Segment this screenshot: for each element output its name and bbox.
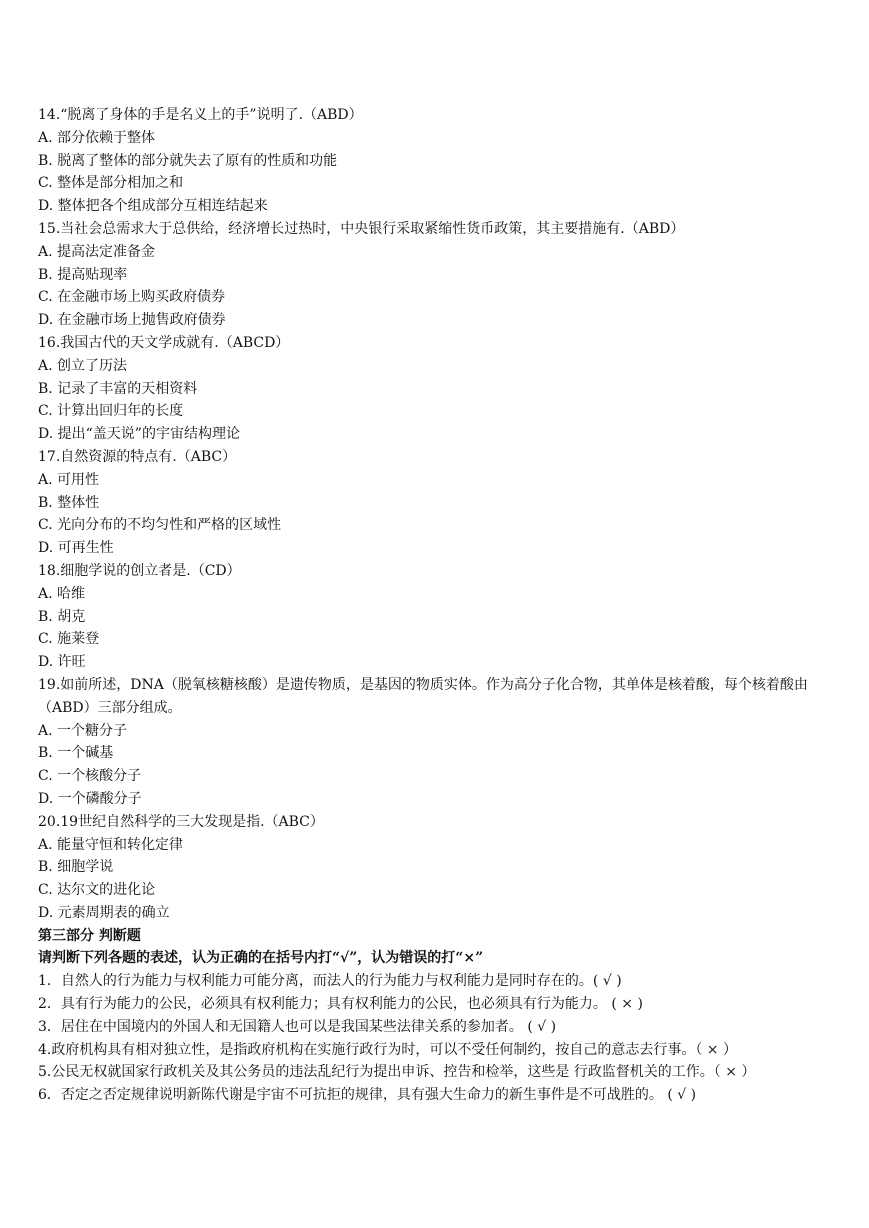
option-d: D. 在金融市场上抛售政府债券 <box>38 312 226 329</box>
option-a: A. 部分依赖于整体 <box>38 129 156 146</box>
option-d: D. 可再生性 <box>38 540 114 557</box>
option-b: B. 细胞学说 <box>38 859 114 876</box>
option-d: D. 一个磷酸分子 <box>38 790 142 807</box>
question-stem: 19.如前所述，DNA（脱氧核糖核酸）是遗传物质，是基因的物质实体。作为高分子化合物，其单体是核着酸，每个核着酸由（ABD）三部分组成。 <box>38 676 808 716</box>
option-b: B. 整体性 <box>38 494 100 511</box>
document-page <box>38 104 846 1107</box>
judgment-item: 6．否定之否定规律说明新陈代谢是宇宙不可抗拒的规律，具有强大生命力的新生事件是不可战胜的。 ( √ ) <box>38 1087 697 1104</box>
question-18 <box>38 560 846 674</box>
question-17 <box>38 446 846 560</box>
question-16 <box>38 332 846 446</box>
option-d: D. 元素周期表的确立 <box>38 904 170 921</box>
option-b: B. 胡克 <box>38 608 86 625</box>
option-d: D. 许旺 <box>38 654 86 671</box>
option-a: A. 创立了历法 <box>38 357 128 374</box>
option-b: B. 一个碱基 <box>38 745 114 762</box>
option-b: B. 脱离了整体的部分就失去了原有的性质和功能 <box>38 152 338 169</box>
question-14 <box>38 104 846 218</box>
option-a: A. 可用性 <box>38 471 100 488</box>
option-c: C. 在金融市场上购买政府债券 <box>38 289 226 306</box>
judgment-item: 2．具有行为能力的公民，必须具有权利能力；具有权利能力的公民，也必须具有行为能力。 ( × ) <box>38 996 643 1013</box>
option-a: A. 提高法定准备金 <box>38 243 156 260</box>
option-b: B. 记录了丰富的天相资料 <box>38 380 198 397</box>
judgment-item: 3．居住在中国境内的外国人和无国籍人也可以是我国某些法律关系的参加者。 ( √ ) <box>38 1018 557 1035</box>
question-15 <box>38 218 846 332</box>
question-stem: 18.细胞学说的创立者是.（CD） <box>38 562 241 579</box>
option-a: A. 一个糖分子 <box>38 722 128 739</box>
option-a: A. 哈维 <box>38 585 86 602</box>
judgment-item: 1．自然人的行为能力与权利能力可能分离，而法人的行为能力与权利能力是同时存在的。( √ ) <box>38 973 622 990</box>
option-c: C. 一个核酸分子 <box>38 768 142 785</box>
judgment-item: 4.政府机构具有相对独立性，是指政府机构在实施行政行为时，可以不受任何制约，按自己的意志去行事。（ × ） <box>38 1041 737 1058</box>
question-stem: 20.19世纪自然科学的三大发现是指.（ABC） <box>38 813 324 830</box>
option-c: C. 计算出回归年的长度 <box>38 403 184 420</box>
section-true-false <box>38 925 846 1107</box>
option-c: C. 光向分布的不均匀性和严格的区域性 <box>38 517 282 534</box>
question-19 <box>38 674 846 811</box>
question-stem: 17.自然资源的特点有.（ABC） <box>38 448 237 465</box>
question-stem: 15.当社会总需求大于总供给，经济增长过热时，中央银行采取紧缩性货币政策，其主要措施有.（ABD） <box>38 220 685 237</box>
section-instruction: 请判断下列各题的表述，认为正确的在括号内打“√”，认为错误的打“×” <box>38 950 484 967</box>
option-c: C. 整体是部分相加之和 <box>38 175 184 192</box>
option-d: D. 整体把各个组成部分互相连结起来 <box>38 198 268 215</box>
question-20 <box>38 811 846 925</box>
option-c: C. 达尔文的进化论 <box>38 882 156 899</box>
option-c: C. 施莱登 <box>38 631 100 648</box>
section-title: 第三部分 判断题 <box>38 927 141 944</box>
option-a: A. 能量守恒和转化定律 <box>38 836 184 853</box>
option-b: B. 提高贴现率 <box>38 266 128 283</box>
option-d: D. 提出“盖天说”的宇宙结构理论 <box>38 426 240 443</box>
question-stem: 16.我国古代的天文学成就有.（ABCD） <box>38 334 290 351</box>
judgment-item: 5.公民无权就国家行政机关及其公务员的违法乱纪行为提出申诉、控告和检举，这些是 行政监督机关的工作。（ × ） <box>38 1064 756 1081</box>
question-stem: 14.“脱离了身体的手是名义上的手”说明了.（ABD） <box>38 107 363 123</box>
